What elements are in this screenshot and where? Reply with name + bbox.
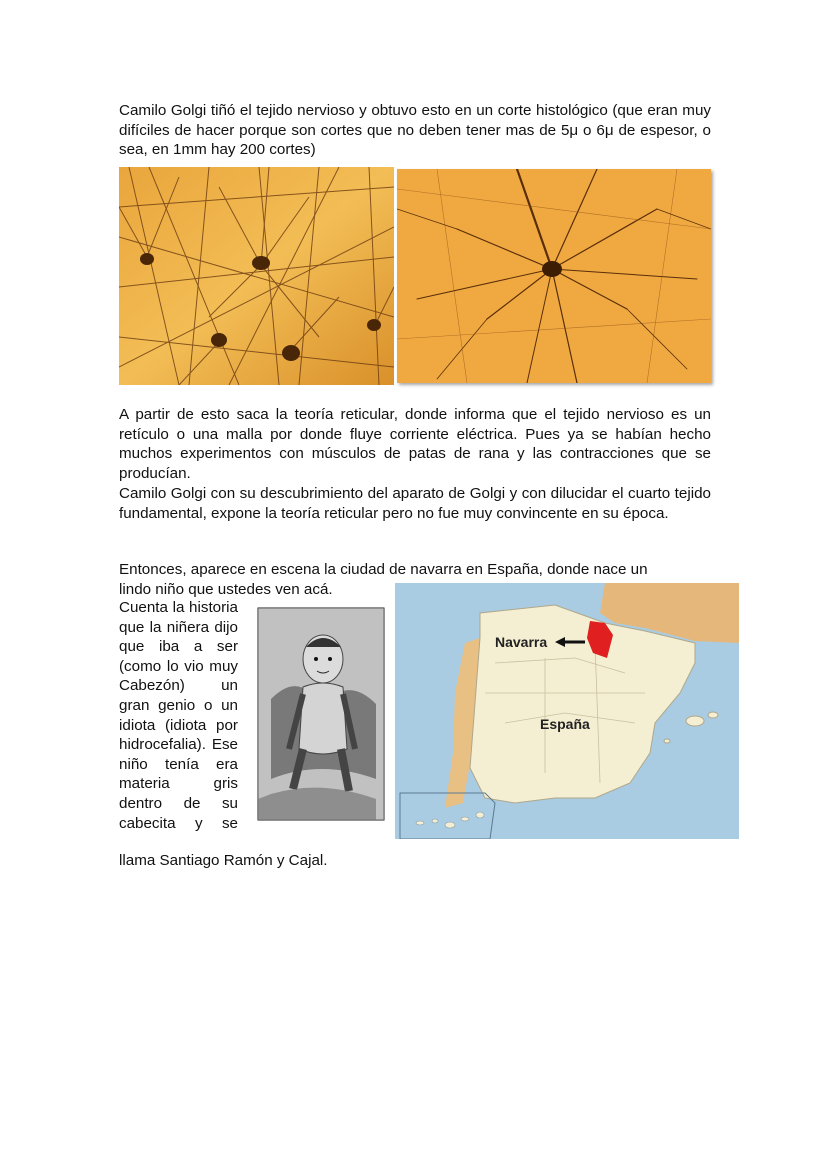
- golgi-apparatus-paragraph: Camilo Golgi con su descubrimiento del aparato de Golgi y con dilucidar el cuarto tejido fundamental, expone la teoría reticular pero no fue muy convincente en su época.: [119, 485, 711, 522]
- map-label-navarra: Navarra: [495, 634, 548, 650]
- cajal-name-line: llama Santiago Ramón y Cajal.: [119, 852, 328, 869]
- map-label-spain: España: [540, 716, 590, 732]
- intro-paragraph: Camilo Golgi tiñó el tejido nervioso y obtuvo esto en un corte histológico (que eran muy difíciles de hacer porque son cortes que no deben tener mas de 5μ o 6μ de espesor, o sea, en 1mm hay 200 cortes): [119, 102, 711, 159]
- spain-map: [395, 583, 739, 839]
- baby-cajal-photo: [251, 599, 391, 821]
- reticular-theory-paragraph: A partir de esto saca la teoría reticular, donde informa que el tejido nervioso es un retículo o una malla por donde fluye corriente eléctrica. Pues ya se habían hecho muchos experimentos con músculos de patas de rana y las contracciones que se producían.: [119, 406, 711, 482]
- nanny-story-text: Cuenta la historia que la niñera dijo que iba a ser (como lo vio muy Cabezón) un gran genio o un idiota (idiota por hidrocefalia). Ese niño tenía era materia gris dentro de su cabecita y se: [119, 599, 238, 832]
- navarra-paragraph-line2: lindo niño que ustedes ven acá.: [119, 581, 333, 598]
- golgi-stain-image-1: [119, 167, 394, 385]
- golgi-stain-image-2: [397, 169, 711, 383]
- navarra-paragraph: Entonces, aparece en escena la ciudad de navarra en España, donde nace un: [119, 561, 648, 578]
